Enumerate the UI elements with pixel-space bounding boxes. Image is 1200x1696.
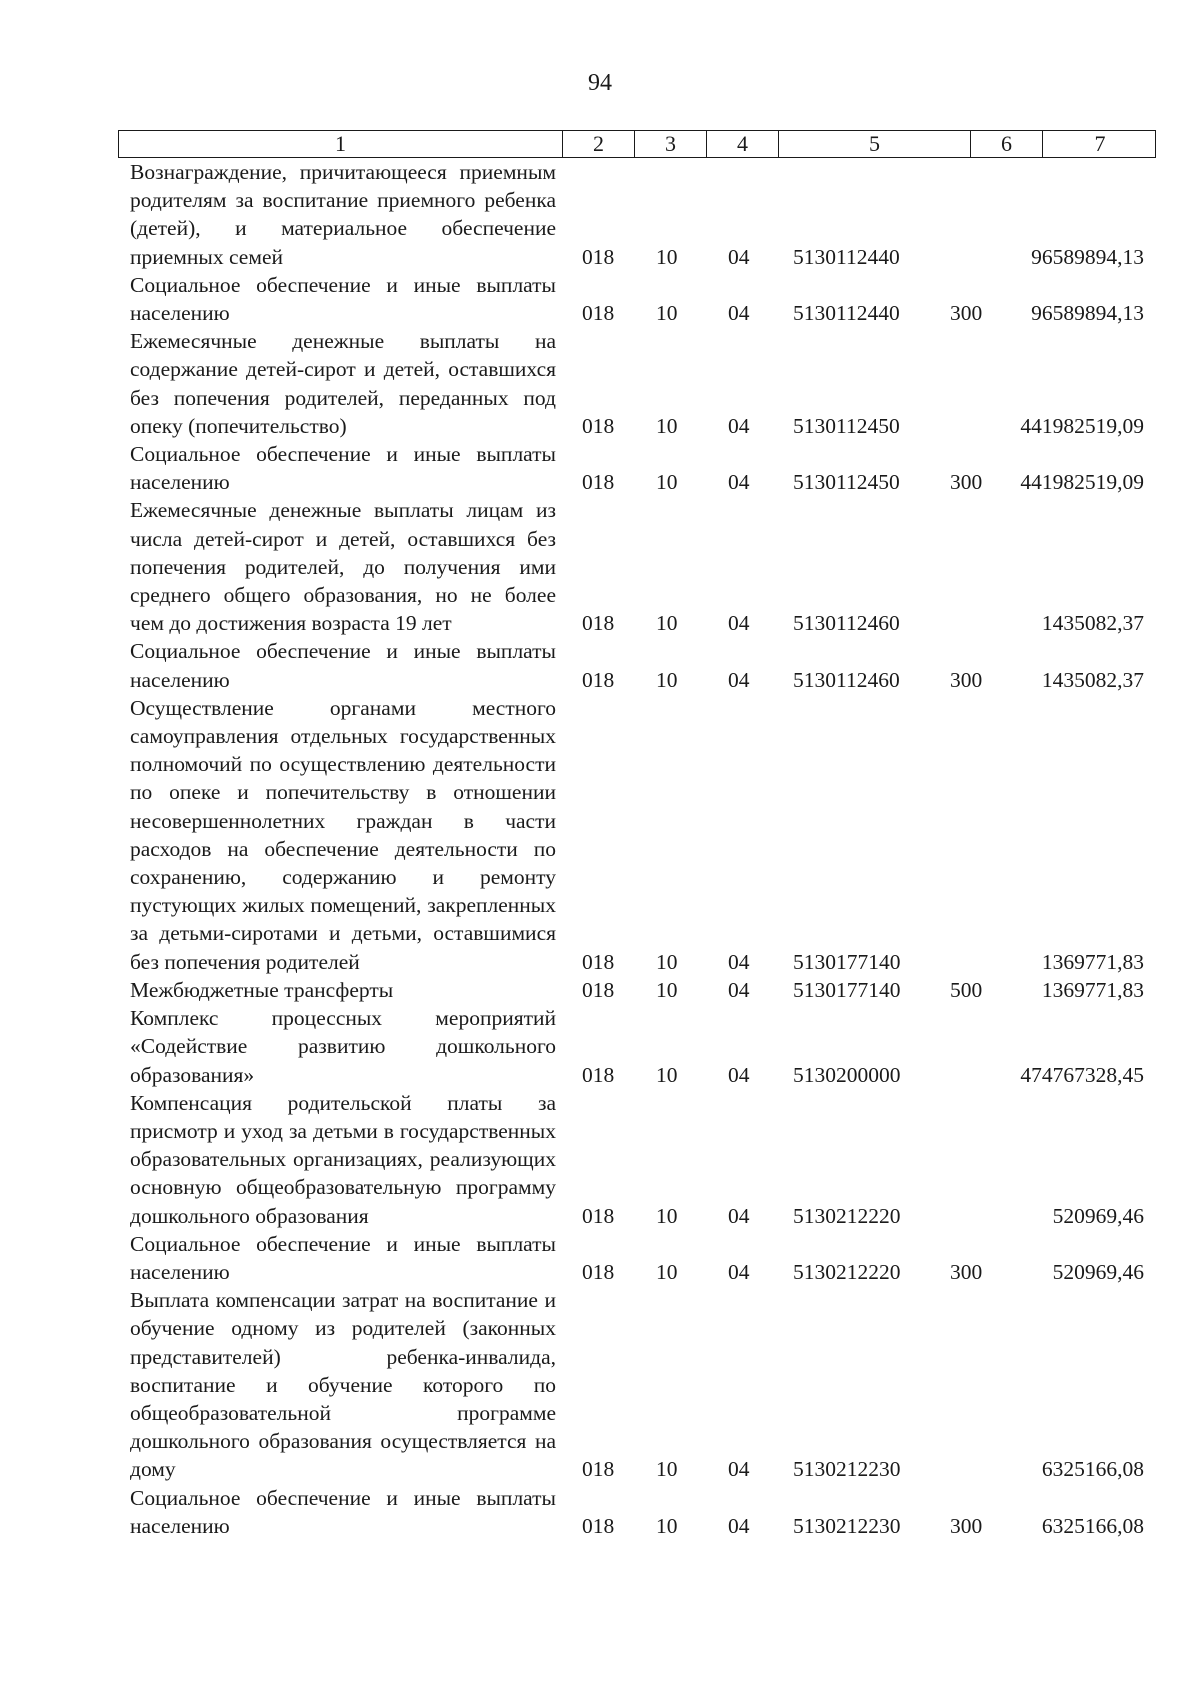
expense-type-code: 500 [950,977,983,1002]
department-code: 018 [582,1457,615,1482]
row-description: Межбюджетные трансферты [130,977,394,1002]
section-code: 10 [656,470,678,495]
table-row [0,496,1200,637]
row-description: Социальное обеспечение и иные выплаты населению [130,1485,556,1538]
row-description: Социальное обеспечение и иные выплаты населению [130,1231,556,1284]
target-article-code: 5130200000 [793,1062,901,1087]
section-code: 10 [656,977,678,1002]
section-code: 10 [656,1203,678,1228]
amount-value: 96589894,13 [1031,244,1144,269]
subsection-code: 04 [728,1259,750,1284]
department-code: 018 [582,470,615,495]
subsection-code: 04 [728,244,750,269]
expense-type-code: 300 [950,1513,983,1538]
department-code: 018 [582,1203,615,1228]
department-code: 018 [582,977,615,1002]
row-description: Комплекс процессных мероприятий «Содействие развитию дошкольного образования» [130,1006,556,1087]
table-row [0,694,1200,976]
amount-value: 6325166,08 [1041,1457,1144,1482]
row-description: Социальное обеспечение и иные выплаты населению [130,639,556,692]
expense-type-code: 300 [950,301,983,326]
header-col-2: 2 [563,131,635,157]
subsection-code: 04 [728,667,750,692]
subsection-code: 04 [728,1203,750,1228]
target-article-code: 5130112450 [793,413,900,438]
table-row [0,440,1200,496]
department-code: 018 [582,949,615,974]
subsection-code: 04 [728,611,750,636]
section-code: 10 [656,301,678,326]
subsection-code: 04 [728,470,750,495]
section-code: 10 [656,1457,678,1482]
table-row [0,327,1200,440]
header-col-3: 3 [635,131,707,157]
target-article-code: 5130177140 [793,977,901,1002]
amount-value: 441982519,09 [1020,413,1144,438]
subsection-code: 04 [728,949,750,974]
expense-type-code: 300 [950,470,983,495]
row-description: Социальное обеспечение и иные выплаты населению [130,272,556,326]
subsection-code: 04 [728,1513,750,1538]
department-code: 018 [582,413,615,438]
expense-type-code: 300 [950,1259,983,1284]
target-article-code: 5130112460 [793,667,900,692]
budget-table-body [0,158,1200,1540]
amount-value: 1369771,83 [1041,949,1144,974]
table-row [0,158,1200,271]
subsection-code: 04 [728,413,750,438]
section-code: 10 [656,1513,678,1538]
target-article-code: 5130112440 [793,244,900,269]
row-description: Выплата компенсации затрат на воспитание и обучение одному из родителей (законных представителей) ребенка-инвалида, воспитание и обучение которого по общеобразовательной программе дошкольного образования осуществляется на дому [130,1288,556,1482]
row-description: Компенсация родительской платы за присмотр и уход за детьми в государственных образовательных организациях, реализующих основную общеобразовательную программу дошкольного образования [130,1090,556,1228]
amount-value: 96589894,13 [1031,301,1144,326]
table-row [0,1004,1200,1089]
amount-value: 1369771,83 [1041,977,1144,1002]
department-code: 018 [582,244,615,269]
row-description: Ежемесячные денежные выплаты лицам из числа детей-сирот и детей, оставшихся без попечения родителей, до получения ими среднего общего образования, но не более чем до достижения возраста 19 лет [130,498,556,636]
amount-value: 1435082,37 [1041,611,1144,636]
table-row [0,1286,1200,1483]
amount-value: 520969,46 [1052,1203,1144,1228]
header-col-6: 6 [971,131,1043,157]
amount-value: 441982519,09 [1020,470,1144,495]
row-description: Ежемесячные денежные выплаты на содержание детей-сирот и детей, оставшихся без попечения родителей, переданных под опеку (попечительство) [130,329,556,438]
header-col-5: 5 [779,131,971,157]
department-code: 018 [582,611,615,636]
expense-type-code: 300 [950,667,983,692]
amount-value: 474767328,45 [1020,1062,1144,1087]
subsection-code: 04 [728,301,750,326]
header-col-4: 4 [707,131,779,157]
table-row [0,1484,1200,1540]
amount-value: 6325166,08 [1041,1513,1144,1538]
row-description: Осуществление органами местного самоуправления отдельных государственных полномочий по осуществлению деятельности по опеке и попечительству в отношении несовершеннолетних граждан в части расходов на обеспечение деятельности по сохранению, содержанию и ремонту пустующих жилых помещений, закрепленных за детьми-сиротами и детьми, оставшимися без попечения родителей [130,695,556,974]
table-row [0,1089,1200,1230]
department-code: 018 [582,667,615,692]
target-article-code: 5130112450 [793,470,900,495]
page-number: 94 [588,70,612,96]
row-description: Вознаграждение, причитающееся приемным родителям за воспитание приемного ребенка (детей), и материальное обеспечение приемных семей [130,160,556,269]
target-article-code: 5130212220 [793,1203,901,1228]
header-col-7: 7 [1094,131,1106,156]
row-description: Социальное обеспечение и иные выплаты населению [130,442,556,495]
table-row [0,637,1200,693]
department-code: 018 [582,1062,615,1087]
subsection-code: 04 [728,1062,750,1087]
target-article-code: 5130112440 [793,301,900,326]
subsection-code: 04 [728,1457,750,1482]
target-article-code: 5130212230 [793,1457,901,1482]
target-article-code: 5130212220 [793,1259,901,1284]
section-code: 10 [656,1259,678,1284]
amount-value: 520969,46 [1052,1259,1144,1284]
department-code: 018 [582,1513,615,1538]
table-header-row [118,130,1156,158]
target-article-code: 5130177140 [793,949,901,974]
table-row [0,271,1200,327]
section-code: 10 [656,244,678,269]
section-code: 10 [656,611,678,636]
department-code: 018 [582,301,615,326]
department-code: 018 [582,1259,615,1284]
subsection-code: 04 [728,977,750,1002]
target-article-code: 5130112460 [793,611,900,636]
section-code: 10 [656,413,678,438]
target-article-code: 5130212230 [793,1513,901,1538]
section-code: 10 [656,667,678,692]
amount-value: 1435082,37 [1041,667,1144,692]
table-row [0,976,1200,1004]
header-col-1: 1 [119,131,563,157]
section-code: 10 [656,1062,678,1087]
table-row [0,1230,1200,1286]
section-code: 10 [656,949,678,974]
